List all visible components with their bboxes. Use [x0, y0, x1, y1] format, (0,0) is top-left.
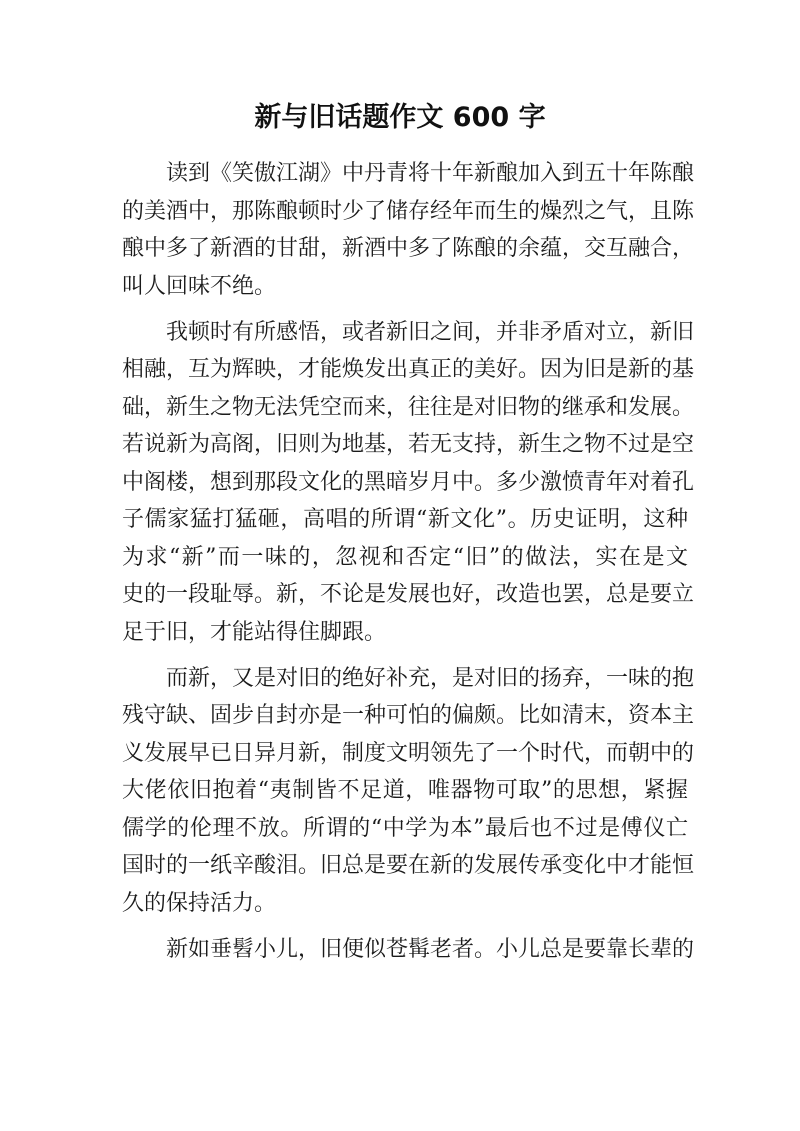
text-line: 子儒家猛打猛砸，高唱的所谓“新文化”。历史证明，这种 [122, 507, 688, 532]
text-line: 大佬依旧抱着“夷制皆不足道，唯器物可取”的思想，紧握 [122, 778, 688, 803]
text-line: 中阁楼，想到那段文化的黑暗岁月中。多少激愤青年对着孔 [122, 469, 695, 495]
paragraph [122, 931, 695, 969]
text-line: 史的一段耻辱。新，不论是发展也好，改造也罢，总是要立 [122, 582, 695, 607]
document-body [122, 155, 695, 968]
document-title: 新与旧话题作文 600 字 [254, 102, 546, 133]
text-line: 久的保持活力。 [122, 890, 277, 916]
text-line: 相融，互为辉映，才能焕发出真正的美好。因为旧是新的基 [122, 357, 695, 382]
text-line: 读到《笑傲江湖》中丹青将十年新酿加入到五十年陈酿 [166, 161, 695, 186]
text-line: 儒学的伦理不放。所谓的“中学为本”最后也不过是傅仪亡 [122, 815, 688, 841]
text-line: 新如垂髫小儿，旧便似苍髯老者。小儿总是要靠长辈的 [166, 936, 695, 962]
text-line: 国时的一纸辛酸泪。旧总是要在新的发展传承变化中才能恒 [122, 853, 695, 878]
paragraph [122, 660, 695, 923]
text-line: 义发展早已日异月新，制度文明领先了一个时代，而朝中的 [122, 740, 695, 766]
text-line: 础，新生之物无法凭空而来，往往是对旧物的继承和发展。 [122, 394, 695, 420]
text-line: 我顿时有所感悟，或者新旧之间，并非矛盾对立，新旧 [166, 319, 695, 345]
text-line: 为求“新”而一味的，忽视和否定“旧”的做法，实在是文 [122, 544, 688, 570]
text-line: 的美酒中，那陈酿顿时少了储存经年而生的燥烈之气，且陈 [122, 198, 695, 224]
paragraph [122, 155, 695, 305]
text-line: 而新，又是对旧的绝好补充，是对旧的扬弃，一味的抱 [166, 665, 695, 691]
text-line: 足于旧，才能站得住脚跟。 [122, 619, 387, 645]
paragraph [122, 314, 695, 652]
text-line: 残守缺、固步自封亦是一种可怕的偏颇。比如清末，资本主 [122, 703, 695, 728]
text-line: 叫人回味不绝。 [122, 273, 277, 299]
text-line: 酿中多了新酒的甘甜，新酒中多了陈酿的余蕴，交互融合， [122, 236, 695, 261]
text-line: 若说新为高阁，旧则为地基，若无支持，新生之物不过是空 [122, 432, 695, 457]
